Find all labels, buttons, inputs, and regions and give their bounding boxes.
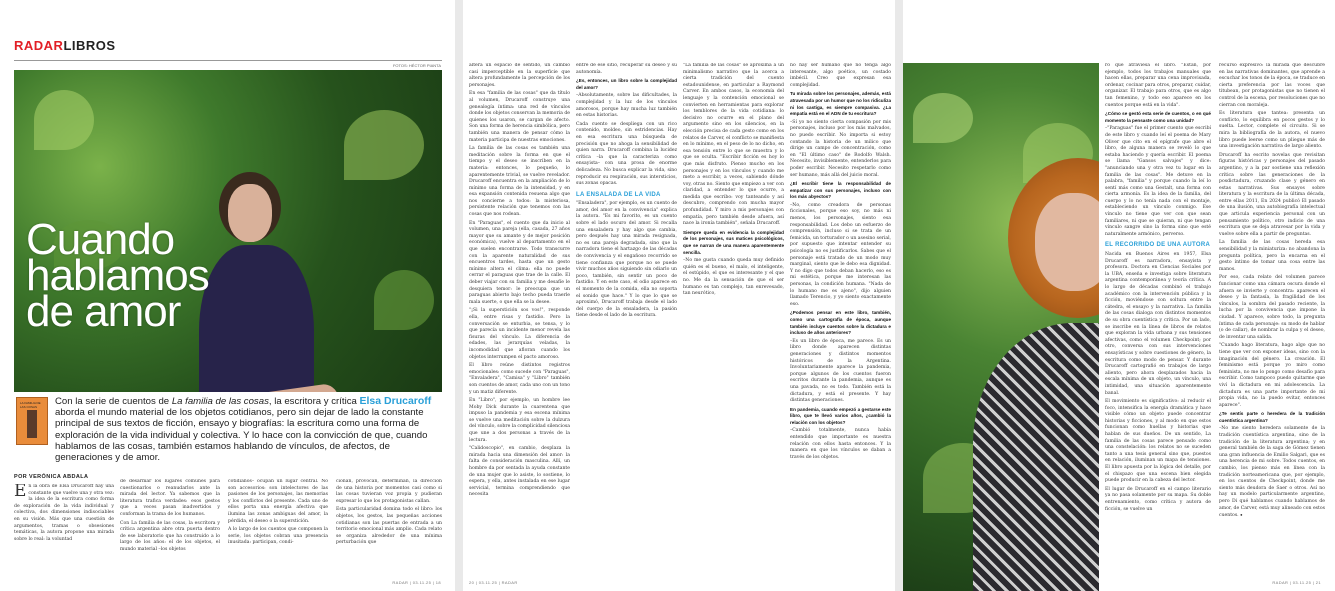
paragraph: Nacida en Buenos Aires en 1957, Elsa Drucaroff es narradora, ensayista y profesora. Doctora en Ciencias Sociales por la UBA, enseña e investiga sobre literatura argentina contemporánea y teoría crítica. A lo largo de décadas combinó el trabajo académico con la intervención pública y la ficción, moviéndose con soltura entre la cátedra, el ensayo y la narrativa. La familia de las cosas dialoga con distintos momentos de su obra cuentística y crítica. Por un lado, se inscribe en la línea de libros de relatos que exploran la vida urbana y sus tensiones afectivas, como el volumen Checkpoint; por otro, conversa con sus intervenciones ensayísticas y sobre cuestiones de género, la escritura como modo de pensar. Y durante Drucaroff cartografió en trabajos de largo aliento, pero ahora desplazados hacia la escala mínima de un objeto, un vínculo, una intimidad, una situación aparentemente banal. — [1105, 252, 1211, 396]
deck-text: , la escritora y crítica — [268, 396, 357, 407]
interview-question: En pandemia, cuando empezó a gestarse este libro, que te llevó varios años, ¿cambió la relación con los objetos? — [790, 406, 891, 425]
drop-cap: E — [14, 484, 27, 501]
paragraph: –Es un libro de época, me parece. Es un libro donde aparecen distintas generaciones y distintos momentos históricos de la Argentina. Involuntariamente aparece la pandemia, porque algunos de los cuentos fueron escritos durante la pandemia, aunque es una pavada, no es todo. También está la dictadura, y está el presente. Y hay distintas generaciones. — [790, 338, 891, 404]
column-4 — [336, 479, 442, 580]
paragraph: "¡Si la superstición sos vos!", responde ella, entre risas y fastidio. Pero la conversación se enturbia, se tensa, y lo que parecía un incidente menor revela las fisuras del vínculo. La diferencia de edades, las jerarquías veladas, la incomodidad que afloran cuando los objetos interrumpen el pacto amoroso. — [469, 308, 570, 360]
paragraph: Con La familia de las cosas, la escritora y crítica argentina abre otra puerta dentro de ese laboratorio que ha construido a lo largo de los años: el de los objetos, el mundo material –los objetos — [120, 520, 220, 552]
paragraph: –"Paraguas" fue el primer cuento que escribí de este libro y cuando leí el poema de Mary Oliver que cito en el epígrafe que abre el libro, de alguna manera se reveló lo que estaba haciendo y quería escribir. El poema se llama "Gansos salvajes" y dice: "anunciando una y otra vez tu lugar en la familia de las cosas". Me detuve en la palabra, "familia" y porque cuando la leí lo sentí más como una Gestalt, una forma con cierta armonía. Es la idea de la familia, del cuerpo y lo no tenía nada con el montaje, estableciendo un vínculo conmigo. Ese vínculo no tiene que ver con que sean familiares, ni que se quieran, ni que tengan vínculo sangre sino la forma sino que esté naturalmente armónico, perverso. — [1105, 126, 1211, 237]
column-5 — [469, 63, 570, 573]
paragraph: –Absolutamente, sobre las dificultades, la complejidad y la luz de los vínculos amorosos, porque hay mucha luz también en estas historias. — [576, 93, 677, 119]
deck-book-title: La familia de las cosas — [171, 396, 269, 407]
paragraph: n la obra de Elsa Drucaroff hay una constante que vuelve una y otra vez: la idea de la escritura como forma de exploración de la vida individual y colectiva, dos dimensiones indisociables en su visión. Más que una cuestión de argumentos, tramas o obsesiones temáticas, la autora propone una mirada sobre lo real: la voluntad — [14, 484, 114, 542]
page-footer: RADAR | 03.11.25 | 18 — [392, 580, 441, 585]
book-cover — [16, 397, 48, 445]
column-7 — [683, 63, 784, 573]
interview-question: Tu mirada sobre los personajes, además, está atravesada por un humor que no los ridiculiza ni los castiga, es siempre compasiva. ¿La empatía está en el ADN de tu escritura? — [790, 91, 891, 117]
deck — [55, 396, 445, 463]
paragraph: –No me gusta cuando queda muy definido quién es el bueno, el malo, el inteligente, el estúpido, el que es interesante y el que no. Me da la sensación de que el ser humano es tan complejo, tan enrevesado, tan neurótico, — [683, 258, 784, 297]
section-name: LIBROS — [63, 38, 116, 53]
headline-line-2: hablamos — [26, 251, 209, 300]
paragraph: Esta particularidad domina todo el libro: los objetos, los gestos, las pequeñas acciones cotidianas son las puertas de entrada a un territorio emocional más amplio. Cada relato se organiza alrededor de una mínima perturbación que — [336, 507, 442, 546]
section-header — [14, 38, 116, 53]
author-photo-right — [903, 63, 1099, 591]
interview-question: Siempre queda en evidencia la complejidad de los personajes, sus matices psicológicos, que se narran de una manera aparentemente sencilla. — [683, 229, 784, 255]
paragraph: Por eso, cada relato del volumen parece funcionar como una cámara oscura donde el afuera se invierte y concentra: aparecen el deseo y la fantasía, la fragilidad de los vínculos, la sombra del pasado reciente, la lucha por la convivencia que impone la ciudad. Y aparece, sobre todo, la pregunta íntima de cada personaje: su modo de hablar (o de callar), de nombrar la culpa y el deseo, de inventar una salida. — [1219, 275, 1325, 340]
subheading: LA ENSALADA DE LA VIDA — [576, 191, 661, 198]
paragraph: "Ensaladera", por ejemplo, es un cuento de amor, del amor en la convivencia" explica la autora. "Es mi favorito, es un cuento sobre el lado oscuro del amor. Si recalla una ensaladera y hay algo que cambia, pero después hay una mirada resignada, no es una pareja degradada, sino que la narradora tiene el hartazgo de las décadas de convivencia y el engañoso recorrido se tiene confianza que porque no se puede vivir muchos años siguiendo sin odiarlo un poco, también, sin sentir un poco de fastidio. Y en este caso, el odio aparece en el momento de la comida, ella no soporta el sonido que hace." Y lo que lo que se aproximó, Drucaroff trabaja desde el lado del cuerpo de la ensaladera, la pasión tiene desde el lado de la escritura. — [576, 201, 677, 319]
interview-question: ¿Te sentís parte o heredera de la tradición cuentística argentina? — [1219, 411, 1325, 423]
paragraph: ro que atraviesa el libro. "Están, por ejemplo, todos los trabajos manuales que hacen ellas, preparar una cena improvisada, ordenar, cocinar para otros, preparar, cuidar, organizar. El trabajo para otros, que es algo tan femenino, y todo eso aparece en los cuentos porque está en la vida". — [1105, 63, 1211, 108]
page-footer: 20 | 03.11.25 | RADAR — [469, 580, 518, 585]
paragraph: "Cuando hago literatura, hago algo que no tiene que ver con exponer ideas, sino con la imaginación del género. La creación. El feminismo está porque yo miro como feminista, no me lo pongo como desafío para escribir. Como tampoco puedo quitarme que viví la dictadura en mi adolescencia. La dictadura es una parte importante de mi propia vida, no la puedo evitar, entonces aparece". — [1219, 343, 1325, 408]
column-1 — [14, 484, 114, 580]
paragraph: "Calidoscopio", en cambio, desplaza la mirada hacia una dimensión del amor: la falta de consideración masculina. Allí, un hombre da por sentada la ayuda constante de una mujer que lo asiste, lo sostiene, lo espera, y ella, antes instalada en ese lugar servicial, termina comprendiendo que necesita — [469, 446, 570, 498]
deck-text: aborda el mundo material de los objetos cotidianos, pero sin dejar de lado la constante principal de sus textos de ficción, ensayo y biografías: la escritura como una forma de exploración de la vida individual y colectiva. Y lo hace con la convicción de que, cuando hablamos de las cosas, también estamos hablando de vínculos, de afectos, de generaciones y de amor. — [55, 407, 428, 464]
paragraph: recurso expresivo: la mirada que descubre en las narrativas dominantes, que aprende a escuchar los tonos de la época, se traduce en cierta preferencia por las voces que titubean, por protagonistas que no tienen el control de la escena, por resoluciones que no cierran con moraleja. — [1219, 63, 1325, 108]
page-gutter — [895, 0, 903, 591]
interview-question: ¿Es, entonces, un libro sobre la complejidad del amor? — [576, 78, 677, 90]
deck-text: Con la serie de cuentos de — [55, 396, 172, 407]
paragraph: Es literatura que tantea: presenta un conflicto, lo equilibra en pocos gestos y lo suelta. Lector, complete el circuito. Si se mira la bibliografía de la autora, el nuevo libro puede leerse como un pliegue más de una investigación narrativa de largo aliento. — [1219, 111, 1325, 150]
paragraph: En "Paraguas", el cuento que da inicio al volumen, una pareja (ella, casada, 27 años mayor que su amante y de mejor posición económica), vuelve al departamento en el que suelen encontrarse. Todo transcurre con la aparente naturalidad de sus encuentros tardes, hasta que un gesto mínimo altera el clima: ella no puede cerrar el paraguas que trae de la calle. El deber viajar con su familia y me desafíe le desquiera temor: le preocupa que un paraguas abierto bajo techo pueda traerle mala suerte, o que ella se la desee. — [469, 220, 570, 305]
paragraph: de desarmar los lugares comunes para cuestionarlos o reanudarlos ante la mirada del lector. Ya sabemos que la literatura trafica verdades: esos gestos que a veces pasan inadvertidos y conforman la trama de los humanos. — [120, 479, 220, 517]
paragraph: A lo largo de los cuentos que componen la serie, los objetos cobran una presencia inusitada: participan, condi- — [228, 527, 328, 546]
paragraph: "La familia de las cosas" se aproxima a un minimalismo narrativo que la acerca a cierta tradición del cuento estadounidense, en particular a Raymond Carver. En ambos casos, la economía del lenguaje y la contención emocional se convierten en herramientas para explorar los temblores de la vida cotidiana: lo decisivo no ocurre en el plano del argumento sino en los silencios, en la elección precisa de cada gesto como en los relatos de Carver, el conflicto se manifiesta en lo mínimo, en el peso de lo no dicho, en esa tensión entre lo que se muestra y lo que se oculta. "Escribir ficción es hoy lo que más disfruto. Pienso mucho en los personajes y en los vínculos y cuando me meto a escribir, a veces, sabiendo dónde voy, otras no. Siento que empiezo a ver con claridad, a entender lo que ocurre, a medida que escribo: voy tanteando y así descubro, comprendo con mucha mayor profundidad. Y miro a mis personajes con empatía, pero también desde afuera, así nace la ironía también", señala Drucaroff. — [683, 63, 784, 227]
paragraph: cionan, provocan, determinan, la dirección de una historia por momentos casi como si las cosas tuvieran voz propia y pudieran expresar lo que los protagonistas callan. — [336, 479, 442, 504]
book-cover-title: LA FAMILIA DE LAS COSAS — [20, 401, 41, 409]
paragraph: –Cambió totalmente, nunca había entendido que importante es nuestra relación con ellos hasta entonces. Y la manera en que los vínculos se daban a través de los objetos. — [790, 428, 891, 460]
headline-line-1: Cuando — [26, 215, 175, 264]
paragraph: –Sí yo no siento cierta compasión por mis personajes, incluso por los más malvados, no puedo escribir. No importa si estoy contando la historia de un milico que dirige un campo de concentración, como en "El último caso" de Rodolfo Walsh. Necesito, invisiblemente, entenderlos para poder escribir. Necesito respetarlo como ser humano, más allá del juicio moral. — [790, 119, 891, 178]
page-left — [0, 0, 455, 591]
headline-line-3: de amor — [26, 287, 181, 336]
paragraph: El libro reúne distintos registros emocionales: como sucede con "Paraguas", "Envaladera", "Camisa" y "Libro" también son cuentos de amor, cada uno con un tono y un matiz diferente. — [469, 363, 570, 395]
paragraph: La familia de las cosas hereda esa sensibilidad y la miniaturiza: no abandona la pregunta política, pero la encarna en el gesto íntimo de tomar una cosa entre las manos. — [1219, 240, 1325, 272]
paragraph: La familia de las cosas es también una meditación sobre la forma en que el tiempo y el deseo se inscriben en la materia: entonces, lo pequeño, lo aparentemente trivial, se vuelve revelador. Drucaroff encuentra en la ampliación de lo mínimo una forma de la intensidad, y en esa expansión contenida resuena algo que nos concierne a todos: la misteriosa, persistente relación que tenemos con las cosas que nos rodean. — [469, 146, 570, 218]
paragraph: no hay ser humano que no tenga algo interesante, algo poético, un costado imbécil. Creo que expresan esa complejidad. — [790, 63, 891, 88]
page-footer: RADAR | 03.11.25 | 21 — [1272, 580, 1321, 585]
paragraph: Cada cuento se despliega con un rico contenido, moldeo, sin estridencias. Hay en esa escritura una búsqueda de precisión que no ahoga la sensibilidad de quien narra. Drucaroff combina la lucidez crítica –la que la caracteriza como ensayista– con una prosa de enorme delicadeza. No busca explicar la vida, sino reproducir su respiración, sus intersticios, sus zonas opacas. — [576, 121, 677, 187]
column-10 — [1105, 63, 1211, 573]
column-8 — [790, 63, 891, 573]
paragraph: –No me siento heredera solamente de la tradición cuentística argentina, sino de la tradición de la literatura argentina; y en general también de la saga de Gómez tienen una gran influencia de Emilio Salgari, que es una herencia de mi sobre. Todos cuentos, en cambio, los pienso más en línea con la tradición norteamericana que, por ejemplo, en los cuentos de Checkpoint, donde me siento más deudora de Saer o otros. Así no hay un modelo particularmente argentino, pero Di qué hablamos cuando hablamos de amor, de Carver, está muy alineado con estos cuentos. — [1219, 426, 1325, 519]
paragraph: El movimiento es significativo: al reducir el foco, intensifica la energía dramática y hace visible cómo un objeto puede concentrar historias y ficciones, y al modo en que estos funcionan como huellas y historias que hablan de sus dueños. De un sentido, La familia de las cosas parece pensado como una constelación: los relatos no se suceden tanto a una tesis general sino que, puestos en relación, iluminan un mapa de tensiones. El libro apuesta por la lógica del detalle, por el chispazo que una escena bien elegida puede producir en la cabeza del lector. — [1105, 399, 1211, 484]
paragraph: En "Libro", por ejemplo, un hombre lee Moby Dick durante la cuarentena que impuso la pandemia y esa escena mínima se vuelve una meditación sobre la dulzura del vínculo, sobre la complicidad silenciosa que une a dos personas a través de la lectura. — [469, 398, 570, 443]
column-11 — [1219, 63, 1325, 573]
paragraph: Drucaroff ha escrito novelas que revisitan figuras históricas y personajes del pasado argentino, y a la par sostiene una reflexión crítica sobre las generaciones de la posdictadura, cruzando clase y género en estas narrativas. Sus ensayos sobre literatura y la escritura de la última década, entre ellas 2011, En 2024 publicó El pasado de una ilusión, una autobiografía intelectual que articula experiencia personal con un pensamiento político, otro indicio de una escritura que se deja atravesar por la vida y vuelve sobre ella a partir de preguntas. — [1219, 152, 1325, 237]
headline — [26, 215, 209, 336]
interview-question: ¿El escribir tiene la responsabilidad de empatizar con sus personajes, incluso con los más abyectos? — [790, 181, 891, 200]
header-rule — [14, 60, 442, 61]
page-gutter — [455, 0, 463, 591]
end-mark: ● — [1240, 512, 1243, 518]
paragraph: –No, como creadora de personas ficcionales, porque eso soy, no más ni menos, los personajes, siento esa responsabilidad. Los debo un esfuerzo de comprensión, incluso si se trata de un femicida, un torturador o un asesino serial, por supuesto que intentar entender su psicología no es justificarlos. Sabes que el personaje está tratado de un modo muy marginal, siento que le debo esa dignidad. Y no digo que todos deban hacerlo, eso es mi estética, porque me interesan las personas, la condición humana. "Nada de lo humano me es ajeno", dijo alguien llamado Terencio, y yo siento exactamente eso. — [790, 202, 891, 307]
paragraph: altera un espacio de sentido, un cambio casi imperceptible en la superficie que altera profundamente la percepción de los personajes. — [469, 63, 570, 88]
paragraph: En esa "familia de las cosas" que da título al volumen, Drucaroff construye una genealogía íntima: una red de vínculos donde los objetos conservan la memoria de quienes los usaron, se cargan de afecto. Son una forma de herencia simbólica, pero también una manera de pensar cómo la materia participa de nuestras emociones. — [469, 91, 570, 143]
page-right — [903, 0, 1335, 591]
interview-question: ¿Podemos pensar en este libro, también, como una cartografía de época, aunque también incluye cuentos sobre la dictadura e incluso de años anteriores? — [790, 310, 891, 336]
section-prefix: RADAR — [14, 38, 64, 53]
column-2 — [120, 479, 220, 580]
paragraph: cotidianos– ocupan un lugar central. No son accesorios: son intelectores de las pasiones de los personajes, las memorias y los conflictos del presente. Cada uno de ellos porta una energía afectiva que ilumina las zonas ambiguas del amor, la pérdida, el deseo o la superstición. — [228, 479, 328, 524]
column-3 — [228, 479, 328, 580]
interview-question: ¿Cómo se gestó esta serie de cuentos, o en qué momento la pensaste como una unidad? — [1105, 111, 1211, 123]
page-middle — [463, 0, 895, 591]
paragraph: entre de ese sitio, recuperar su deseo y su autonomía. — [576, 63, 677, 75]
paragraph: El lugar de Drucaroff en el campo literario ya no pasa solamente por su mapa. Su doble entrenamiento, como crítica y autora de ficción, se vuelve un — [1105, 486, 1211, 512]
column-6 — [576, 63, 677, 573]
deck-author-name: Elsa Drucaroff — [359, 395, 432, 407]
byline: POR VERÓNICA ABDALA — [14, 474, 89, 480]
book-cover-illustration — [27, 410, 37, 438]
photo-credit: FOTOS: HÉCTOR PIANTA — [392, 63, 441, 68]
subheading: EL RECORRIDO DE UNA AUTORA — [1105, 242, 1211, 249]
